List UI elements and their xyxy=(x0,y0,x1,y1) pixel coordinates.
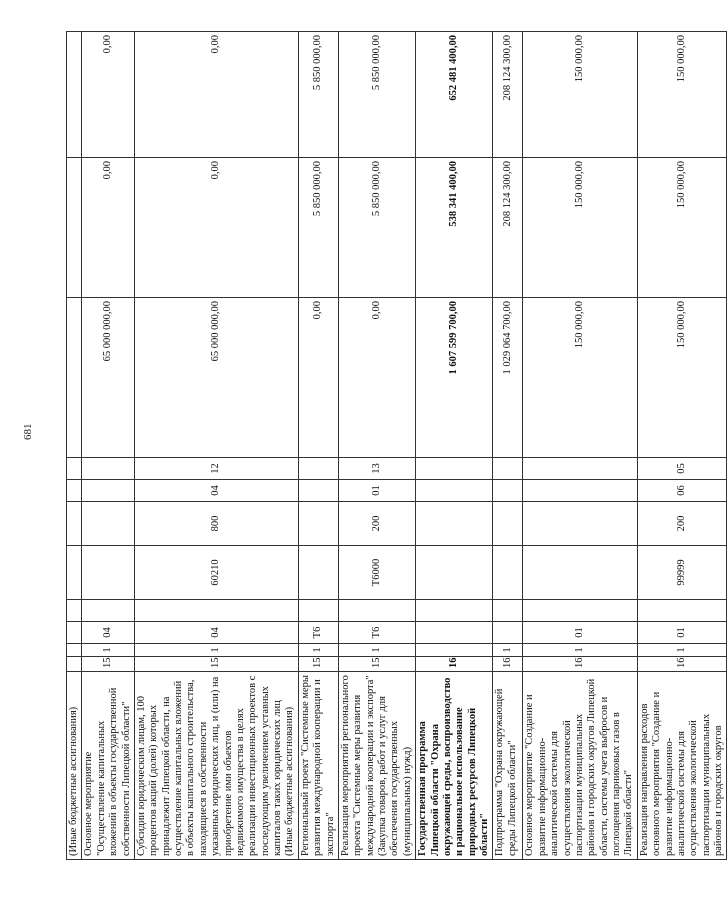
code-program: 15 xyxy=(338,657,415,672)
code-measure: 04 xyxy=(134,622,298,644)
code-program: 16 xyxy=(416,657,493,672)
value-year-1: 0,00 xyxy=(338,298,415,458)
code-subprogram: 1 xyxy=(493,644,523,657)
value-year-2: 0,00 xyxy=(82,158,135,298)
row-name: Реализация мероприятий регионального проекта "Системные меры развития международной кооперации и экспорта" (Закупка товаров, работ и услуг для обеспечения государственных (муниципальных) нужд) xyxy=(338,672,415,860)
code-direction xyxy=(416,546,493,600)
code-measure: T6 xyxy=(298,622,338,644)
value-year-1: 150 000,00 xyxy=(637,298,727,458)
code-subsection: 12 xyxy=(134,458,298,480)
code-subprogram: 1 xyxy=(523,644,637,657)
row-name: Основное мероприятие "Осуществление капитальных вложений в объекты государственной собственности Липецкой области" xyxy=(82,672,135,860)
code-subprogram: 1 xyxy=(338,644,415,657)
code-section xyxy=(523,480,637,502)
code-measure: 01 xyxy=(523,622,637,644)
code-reserve xyxy=(338,600,415,622)
code-direction xyxy=(523,546,637,600)
value-year-2: 5 850 000,00 xyxy=(338,158,415,298)
code-subsection xyxy=(67,458,82,480)
code-subsection xyxy=(298,458,338,480)
code-subprogram: 1 xyxy=(298,644,338,657)
code-measure xyxy=(493,622,523,644)
value-year-3: 5 850 000,00 xyxy=(338,32,415,158)
code-expense-type xyxy=(493,502,523,546)
code-expense-type xyxy=(67,502,82,546)
table-row xyxy=(82,32,135,860)
table-row xyxy=(338,32,415,860)
code-subsection xyxy=(493,458,523,480)
code-expense-type xyxy=(523,502,637,546)
code-section: 04 xyxy=(134,480,298,502)
code-section xyxy=(82,480,135,502)
code-program xyxy=(67,657,82,672)
value-year-1: 65 000 000,00 xyxy=(82,298,135,458)
code-program: 15 xyxy=(298,657,338,672)
value-year-3: 0,00 xyxy=(82,32,135,158)
value-year-2: 5 850 000,00 xyxy=(298,158,338,298)
code-program: 15 xyxy=(134,657,298,672)
table-row xyxy=(298,32,338,860)
code-reserve xyxy=(82,600,135,622)
value-year-3: 652 481 400,00 xyxy=(416,32,493,158)
code-program: 15 xyxy=(82,657,135,672)
value-year-3 xyxy=(67,32,82,158)
value-year-2: 208 124 300,00 xyxy=(493,158,523,298)
code-expense-type: 200 xyxy=(338,502,415,546)
code-reserve xyxy=(416,600,493,622)
table-row xyxy=(67,32,82,860)
page-number: 681 xyxy=(22,423,34,440)
row-name: (Иные бюджетные ассигнования) xyxy=(67,672,82,860)
code-reserve xyxy=(67,600,82,622)
code-reserve xyxy=(637,600,727,622)
code-section xyxy=(493,480,523,502)
code-direction xyxy=(493,546,523,600)
budget-table-wrapper xyxy=(66,32,724,860)
value-year-3: 0,00 xyxy=(134,32,298,158)
value-year-2: 150 000,00 xyxy=(637,158,727,298)
value-year-1: 1 029 064 700,00 xyxy=(493,298,523,458)
code-direction xyxy=(67,546,82,600)
code-direction xyxy=(82,546,135,600)
code-section xyxy=(298,480,338,502)
value-year-2: 538 341 400,00 xyxy=(416,158,493,298)
code-expense-type xyxy=(298,502,338,546)
code-section: 06 xyxy=(637,480,727,502)
code-measure: 01 xyxy=(637,622,727,644)
code-expense-type: 800 xyxy=(134,502,298,546)
code-subsection: 13 xyxy=(338,458,415,480)
code-measure xyxy=(67,622,82,644)
row-name: Региональный проект "Системные меры развития международной кооперации и экспорта" xyxy=(298,672,338,860)
value-year-1: 150 000,00 xyxy=(523,298,637,458)
code-measure xyxy=(416,622,493,644)
code-reserve xyxy=(493,600,523,622)
code-direction xyxy=(298,546,338,600)
value-year-2: 0,00 xyxy=(134,158,298,298)
code-direction: 99999 xyxy=(637,546,727,600)
row-name: Подпрограмма "Охрана окружающей среды Липецкой области" xyxy=(493,672,523,860)
code-reserve xyxy=(298,600,338,622)
row-name: Основное мероприятие "Создание и развитие информационно-аналитической системы для осуществления экологической паспортизации муниципальных районов и городских округов Липецкой области, системы учета выбросов и поглощения парниковых газов в Липецкой области" xyxy=(523,672,637,860)
code-direction: T6000 xyxy=(338,546,415,600)
code-subprogram: 1 xyxy=(82,644,135,657)
code-measure: 04 xyxy=(82,622,135,644)
value-year-3: 5 850 000,00 xyxy=(298,32,338,158)
code-section: 01 xyxy=(338,480,415,502)
code-subsection xyxy=(523,458,637,480)
row-name: Государственная программа Липецкой области "Охрана окружающей среды, воспроизводство и рациональное использование природных ресурсов Липецкой области" xyxy=(416,672,493,860)
row-name: Реализация направления расходов основного мероприятия "Создание и развитие информационно-аналитической системы для осуществления экологической паспортизации муниципальных районов и городских округов xyxy=(637,672,727,860)
table-row xyxy=(134,32,298,860)
code-section xyxy=(416,480,493,502)
code-measure: T6 xyxy=(338,622,415,644)
code-reserve xyxy=(134,600,298,622)
code-reserve xyxy=(523,600,637,622)
code-program: 16 xyxy=(637,657,727,672)
code-subprogram xyxy=(67,644,82,657)
value-year-3: 208 124 300,00 xyxy=(493,32,523,158)
budget-table xyxy=(66,31,727,860)
code-section xyxy=(67,480,82,502)
code-expense-type: 200 xyxy=(637,502,727,546)
value-year-3: 150 000,00 xyxy=(637,32,727,158)
code-subsection: 05 xyxy=(637,458,727,480)
table-row xyxy=(523,32,637,860)
value-year-1: 1 607 599 700,00 xyxy=(416,298,493,458)
value-year-2 xyxy=(67,158,82,298)
row-name: Субсидии юридическим лицам, 100 процентов акций (долей) которых принадлежит Липецкой области, на осуществление капитальных вложений в объекты капитального строительства, находящиеся в собственности указанных юридических лиц, и (или) на приобретение ими объектов недвижимого имущества в целях реализации инвестиционных проектов с последующим увеличением уставных капиталов таких юридических лиц (Иные бюджетные ассигнования) xyxy=(134,672,298,860)
code-program: 16 xyxy=(523,657,637,672)
code-subprogram: 1 xyxy=(637,644,727,657)
table-row xyxy=(416,32,493,860)
value-year-2: 150 000,00 xyxy=(523,158,637,298)
value-year-1: 65 000 000,00 xyxy=(134,298,298,458)
code-expense-type xyxy=(82,502,135,546)
table-row xyxy=(637,32,727,860)
code-subsection xyxy=(82,458,135,480)
value-year-3: 150 000,00 xyxy=(523,32,637,158)
table-row xyxy=(493,32,523,860)
code-program: 16 xyxy=(493,657,523,672)
code-expense-type xyxy=(416,502,493,546)
code-subprogram: 1 xyxy=(134,644,298,657)
code-direction: 60210 xyxy=(134,546,298,600)
value-year-1: 0,00 xyxy=(298,298,338,458)
value-year-1 xyxy=(67,298,82,458)
code-subprogram xyxy=(416,644,493,657)
code-subsection xyxy=(416,458,493,480)
